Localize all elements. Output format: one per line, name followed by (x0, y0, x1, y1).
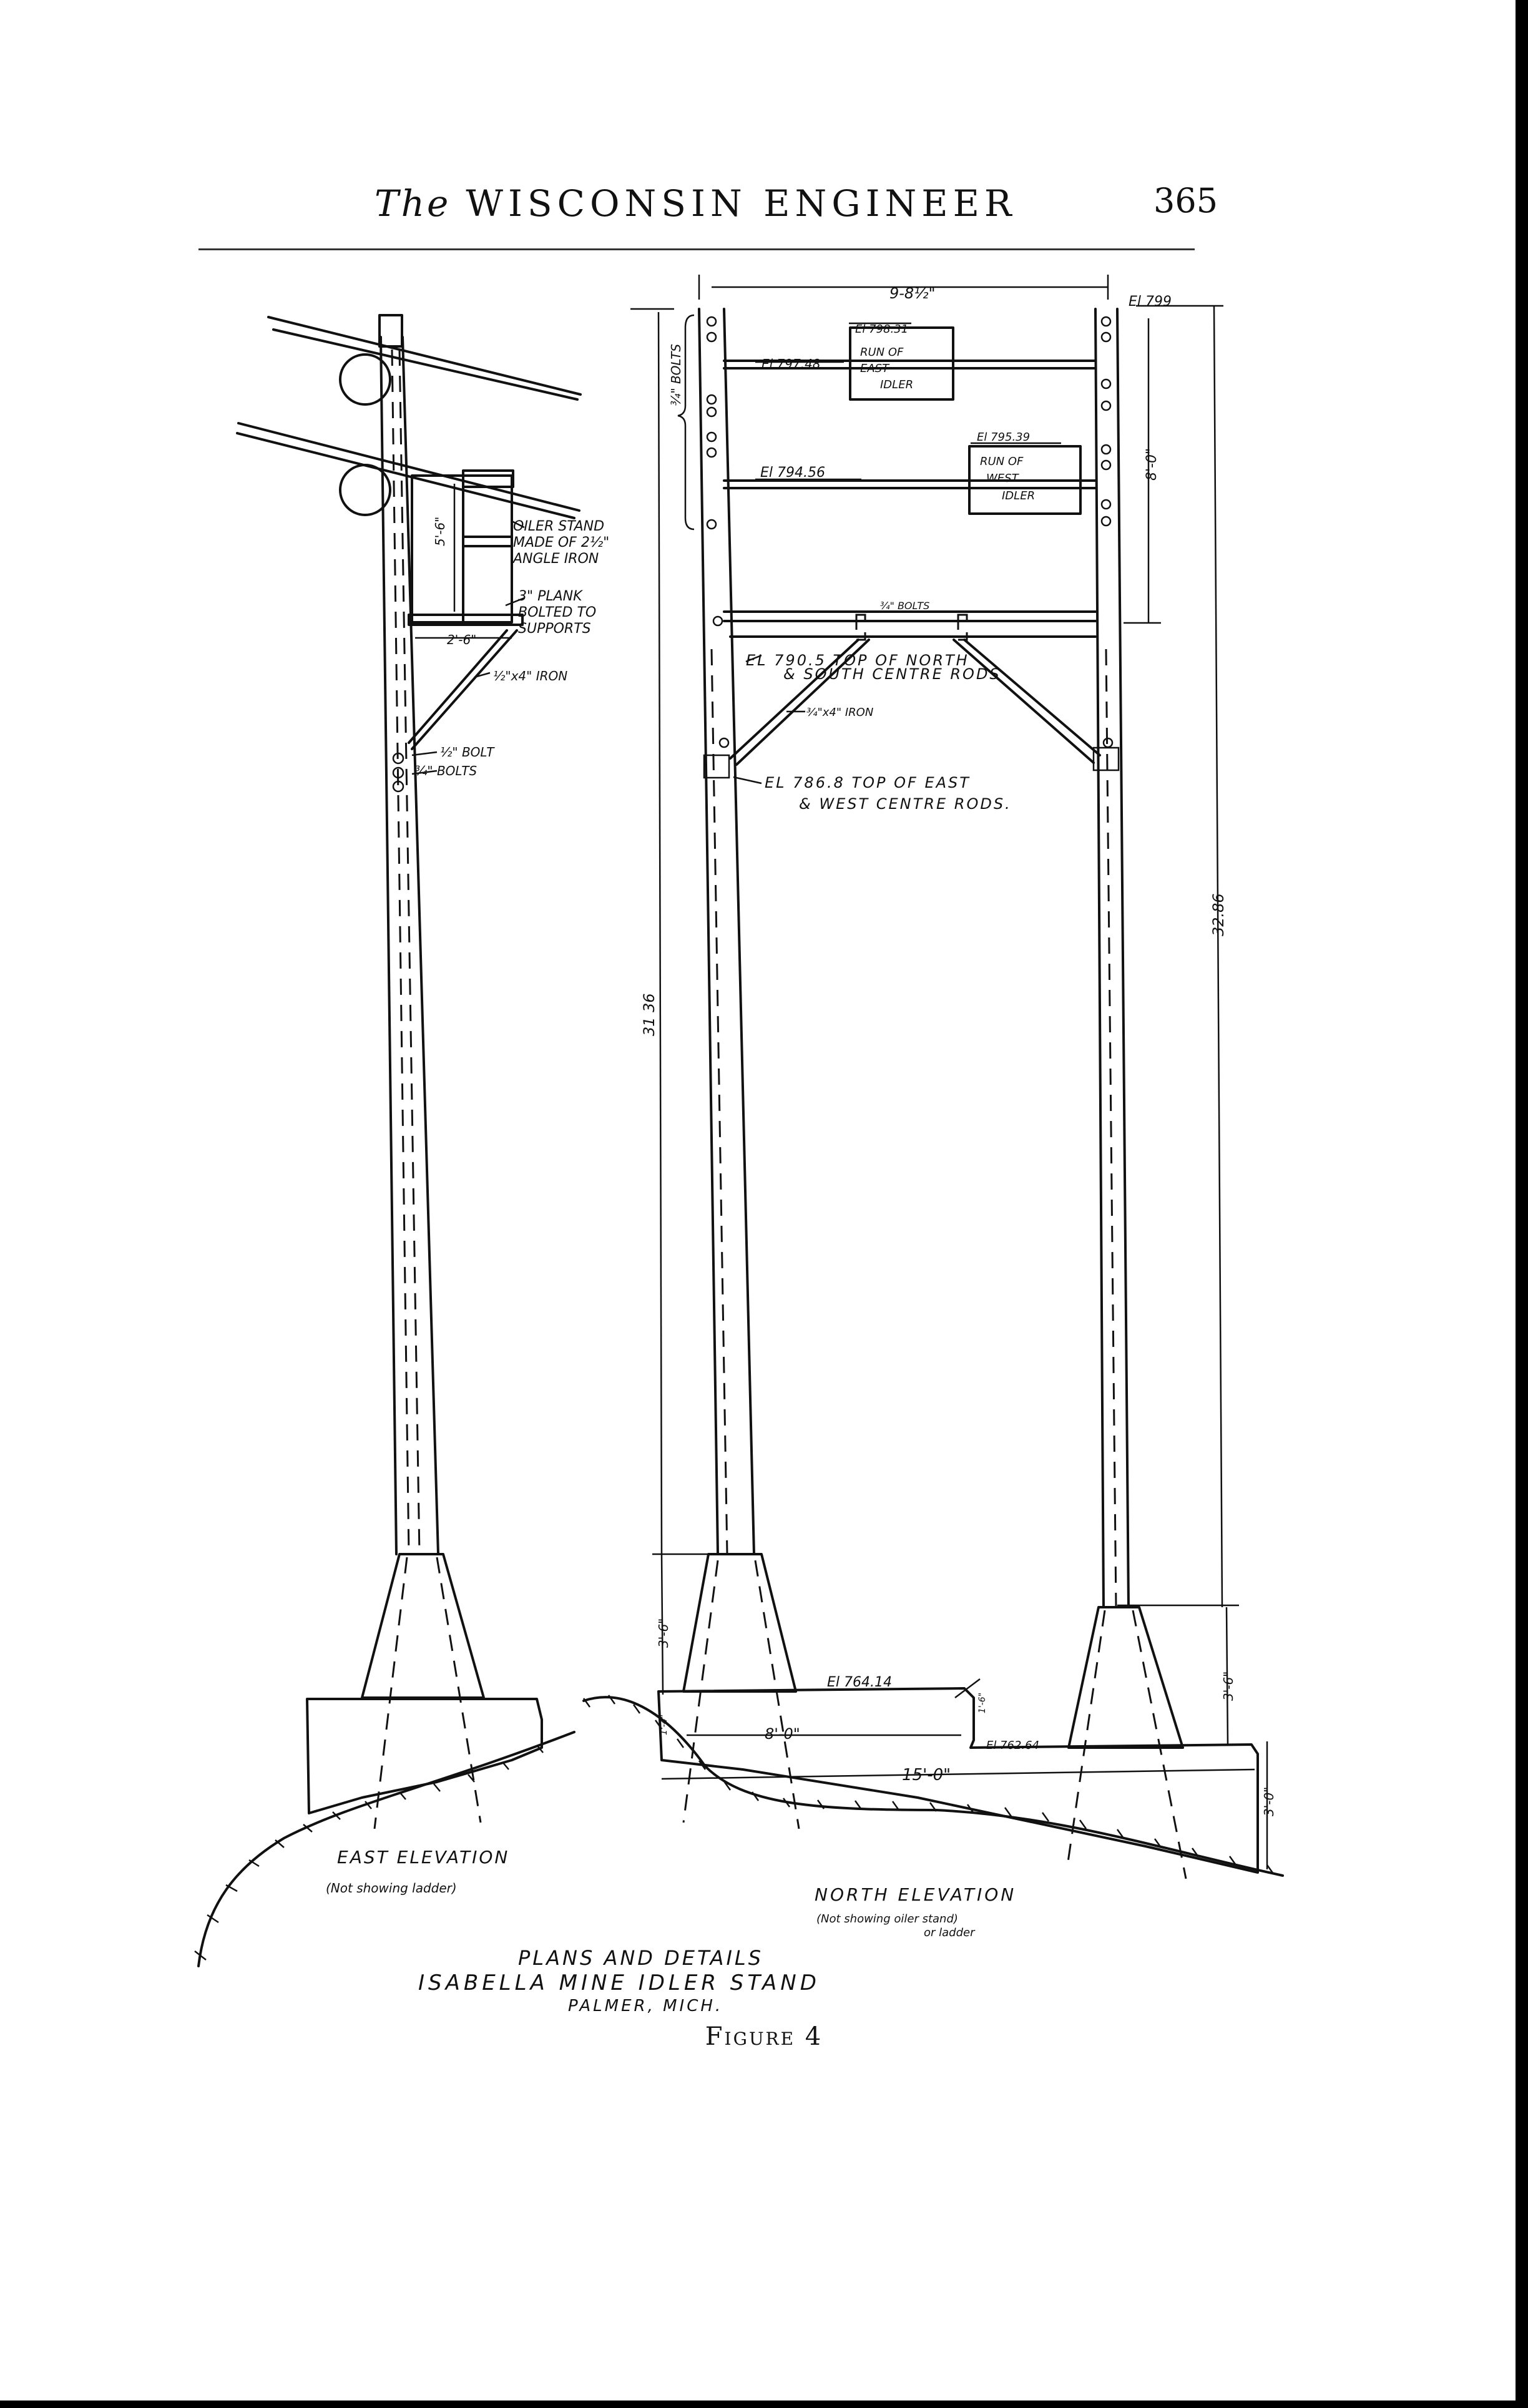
drawing-labels (326, 285, 1276, 2015)
label-dim-3-0: 3'-0" (1261, 1786, 1276, 1816)
label-top-width: 9-8½" (889, 285, 936, 302)
power-wire-upper (268, 317, 580, 394)
dim-line-32-86 (1214, 306, 1222, 1607)
north-elevation-note-line1: (Not showing oiler stand) (816, 1912, 958, 1926)
label-el-790-line1: EL 790.5 TOP OF NORTH (746, 652, 969, 669)
label-run-west-line2: WEST (986, 472, 1019, 485)
label-centre-bolts: ¾" BOLTS (880, 600, 930, 612)
label-el-790-line2: & SOUTH CENTRE RODS (783, 665, 1001, 683)
pole-cap (380, 315, 402, 346)
label-run-west-line1: RUN OF (980, 455, 1024, 468)
label-plank-line2: BOLTED TO (518, 605, 597, 620)
dim-line-31-36 (659, 312, 662, 1554)
label-oiler-stand-line1: OILER STAND (513, 519, 605, 534)
label-el-786-line1: EL 786.8 TOP OF EAST (765, 774, 971, 791)
label-el-798: El 798.31 (855, 323, 909, 336)
label-el-764: El 764.14 (827, 1675, 892, 1690)
north-right-centre-rod (1106, 649, 1116, 1607)
label-run-east-line1: RUN OF (860, 346, 904, 359)
leader-line (733, 777, 762, 783)
north-elevation-label: NORTH ELEVATION (815, 1884, 1017, 1905)
north-left-centre-rod (712, 649, 727, 1554)
scan-edge-bottom (0, 2401, 1528, 2408)
oiler-stand-top-rail (463, 471, 513, 487)
label-el-797: El 797.48 (762, 356, 821, 371)
title-block-line1: PLANS AND DETAILS (518, 1946, 764, 1970)
east-footing-pedestal (362, 1554, 484, 1698)
north-elevation-note-line2: or ladder (924, 1926, 975, 1939)
label-el-786-line2: & WEST CENTRE RODS. (799, 795, 1012, 813)
page-number: 365 (1153, 181, 1218, 220)
east-elevation-note: (Not showing ladder) (326, 1881, 457, 1896)
label-run-east-line2: EAST (860, 362, 889, 375)
footing-anchor-rod (755, 1560, 799, 1829)
label-oiler-stand-line3: ANGLE IRON (513, 551, 599, 567)
scan-edge-right (1516, 0, 1528, 2408)
label-east-brace-iron: ½"x4" IRON (493, 668, 568, 683)
north-right-brace-2 (954, 640, 1094, 763)
power-wire-upper-2 (273, 330, 577, 399)
figure-caption: Figure 4 (705, 2022, 823, 2051)
label-dim-2-6: 2'-6" (447, 632, 477, 647)
power-wire-lower (238, 423, 579, 511)
journal-title-name: WISCONSIN ENGINEER (466, 182, 1017, 225)
footing-anchor-rod (437, 1557, 481, 1823)
north-left-post-inner (724, 309, 754, 1554)
label-el-762: El 762.64 (986, 1739, 1040, 1752)
journal-title-article: The (375, 182, 451, 225)
label-el-799: El 799 (1129, 294, 1172, 310)
label-dim-1-6: 1'-6" (977, 1692, 987, 1713)
brace-clamp-left (704, 755, 729, 778)
label-dim-31-36: 31 36 (640, 993, 658, 1036)
label-dim-5-6: 5'-6" (433, 516, 448, 546)
label-plank-line1: 3" PLANK (518, 589, 582, 604)
label-north-brace-iron: ¾"x4" IRON (806, 706, 874, 719)
label-east-half-bolt: ½" BOLT (440, 745, 494, 760)
title-block-line3: PALMER, MICH. (568, 1997, 723, 2015)
label-dim-3-6-left: 3'-6" (656, 1618, 671, 1648)
label-dim-15-0: 15'-0" (902, 1766, 951, 1784)
label-plank-line3: SUPPORTS (518, 621, 591, 637)
label-east-three-quarter-bolts: ¾" BOLTS (415, 763, 478, 778)
label-dim-8-0-base: 8'-0" (765, 1725, 800, 1743)
title-block-line2: ISABELLA MINE IDLER STAND (418, 1970, 820, 1995)
label-run-east-line3: IDLER (880, 378, 914, 391)
label-run-west-line3: IDLER (1002, 489, 1036, 502)
east-brace-outer (412, 630, 517, 749)
label-dim-3-6-right: 3'-6" (1221, 1671, 1236, 1701)
label-bolts-vertical: ¾" BOLTS (668, 343, 683, 406)
north-right-brace (964, 640, 1100, 755)
north-right-footing-pedestal (1069, 1607, 1183, 1748)
label-dim-1-4: 1'-4" (659, 1714, 669, 1735)
north-elevation (584, 275, 1283, 1879)
north-footing-base (659, 1688, 1258, 1872)
label-dim-32-86: 32.86 (1210, 893, 1227, 936)
north-right-post-inner (1117, 309, 1129, 1607)
label-oiler-stand-line2: MADE OF 2½" (513, 535, 610, 551)
north-left-post-outer (699, 309, 718, 1554)
east-elevation-label: EAST ELEVATION (337, 1847, 510, 1867)
label-el-794: El 794.56 (760, 465, 825, 481)
north-ground-line (584, 1697, 1283, 1876)
east-brace-inner (409, 630, 507, 743)
north-left-footing-pedestal (683, 1554, 796, 1691)
label-dim-8-0: 8'-0" (1144, 448, 1160, 481)
label-el-795: El 795.39 (977, 431, 1031, 444)
north-ground-hatching (584, 1692, 1273, 1874)
